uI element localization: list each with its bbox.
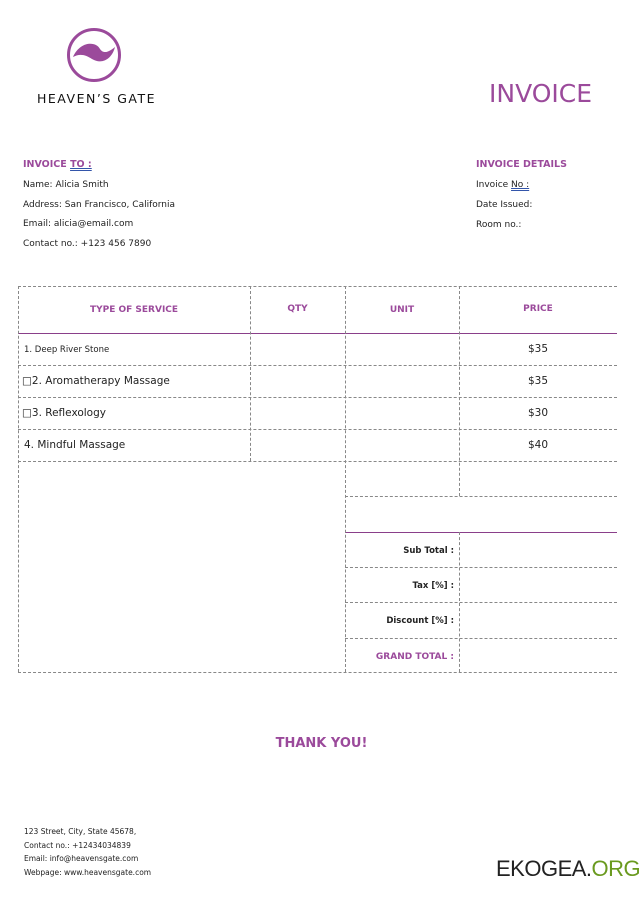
service-cell: □3. Reflexology [22,407,106,419]
price-cell: $35 [527,375,549,387]
header-unit: UNIT [389,305,415,315]
thank-you: THANK YOU! [275,736,368,751]
service-cell: 4. Mindful Massage [24,439,126,451]
client-email: Email: alicia@email.com [23,219,134,229]
logo-icon [66,27,122,83]
footer-web: Webpage: www.heavensgate.com [24,868,152,878]
price-cell: $30 [527,407,549,419]
service-cell: □2. Aromatherapy Massage [22,375,170,387]
subtotal-label: Sub Total : [403,546,454,556]
invoice-to-link[interactable]: TO : [70,159,92,170]
price-cell: $35 [527,343,549,355]
client-address: Address: San Francisco, California [23,200,176,210]
footer-contact [24,825,151,880]
tax-label: Tax [%] : [412,581,454,591]
client-contact: Contact no.: +123 456 7890 [23,239,152,249]
discount-label: Discount [%] : [386,616,454,626]
client-name: Name: Alicia Smith [23,180,109,190]
room-no: Room no.: [476,220,522,230]
header-qty: QTY [287,304,308,314]
invoice-to-heading: INVOICE TO : [23,159,92,170]
footer-address: 123 Street, City, State 45678, [24,827,137,836]
invoice-no: Invoice No : [476,180,530,190]
price-cell: $40 [527,439,549,451]
page-title: INVOICE [489,79,593,108]
grand-total-label: GRAND TOTAL : [375,652,454,662]
footer-email: Email: info@heavensgate.com [24,854,139,864]
invoice-details-heading: INVOICE DETAILS [476,159,567,170]
brand-name: HEAVEN’S GATE [37,91,157,106]
watermark-logo: EKOGEA.ORG [496,856,640,881]
header-service: TYPE OF SERVICE [89,305,179,315]
footer-phone: Contact no.: +12434034839 [24,840,131,850]
date-issued: Date Issued: [476,200,533,210]
service-cell: 1. Deep River Stone [24,345,110,355]
header-price: PRICE [523,304,553,314]
